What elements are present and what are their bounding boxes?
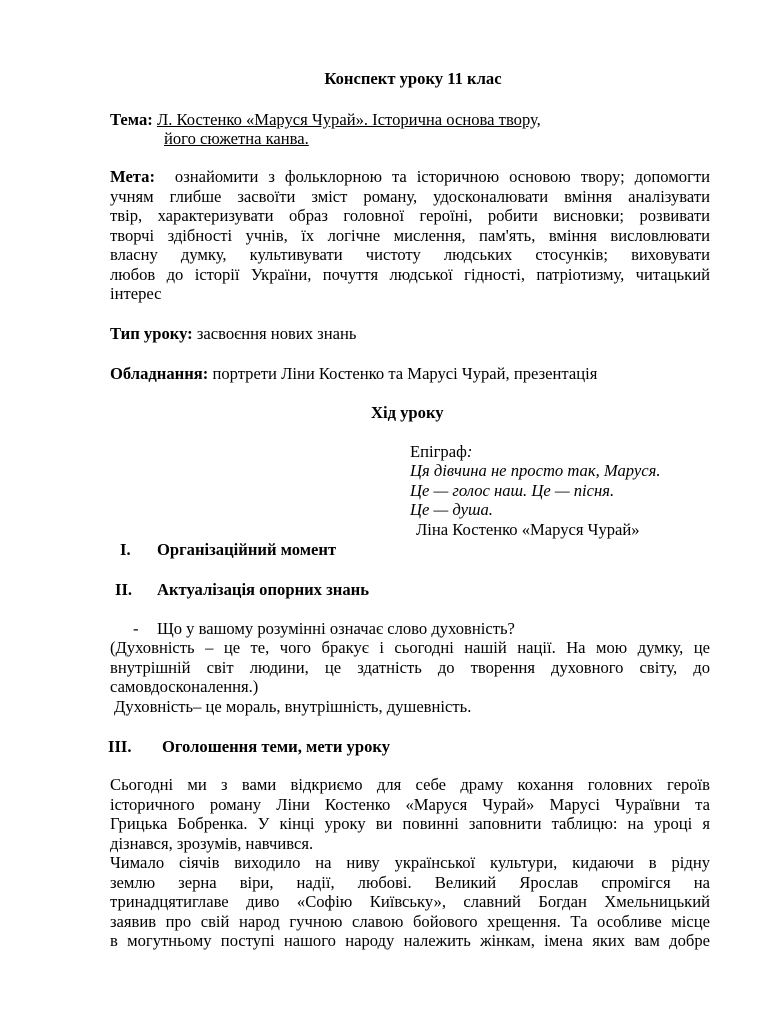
- section-title: Оголошення теми, мети уроку: [162, 737, 390, 756]
- section-title: Організаційний момент: [157, 540, 337, 559]
- paragraph-line: Сьогодні ми з вами відкриємо для себе драму кохання головних героїв: [110, 775, 710, 794]
- topic-line-2: його сюжетна канва.: [164, 129, 309, 148]
- goal-block: [110, 167, 710, 304]
- paragraph-line: Чимало сіячів виходило на ниву української культури, кидаючи в рідну: [110, 853, 710, 872]
- lesson-type-value: засвоєння нових знань: [196, 324, 357, 343]
- paragraph-main: [110, 853, 710, 951]
- paragraph-line: Грицька Бобренка. У кінці уроку ви повинні заповнити таблицю: на уроці я: [110, 814, 710, 833]
- equipment: [110, 364, 597, 384]
- goal-line: інтерес: [110, 284, 162, 303]
- course-heading: Хід уроку: [371, 403, 444, 422]
- goal-line: твір, характеризувати образ головної героїні, робити висновки; розвивати: [110, 206, 710, 225]
- section-number: II.: [115, 580, 133, 599]
- page-title: Конспект уроку 11 клас: [324, 69, 502, 88]
- definition: Духовність– це мораль, внутрішність, душевність.: [114, 697, 472, 716]
- section-number: III.: [108, 737, 132, 756]
- goal-label: Мета:: [110, 167, 155, 186]
- epigraph-label: Епіграф:: [410, 442, 473, 461]
- paragraph-line: в могутньому поступі нашого народу належить жінкам, імена яких вам добре: [110, 931, 710, 950]
- paragraph-line: землю зерна віри, надії, любові. Великий Ярослав спромігся на: [110, 872, 710, 892]
- section-title: Актуалізація опорних знань: [157, 580, 369, 599]
- topic-block: [110, 110, 541, 130]
- section-number: I.: [120, 540, 131, 559]
- goal-line: учням глибше засвоїти зміст роману, удосконалювати вміння аналізувати: [110, 186, 710, 206]
- topic-label: Тема:: [110, 110, 153, 129]
- epigraph-line: Ця дівчина не просто так, Маруся.: [410, 461, 661, 480]
- answer-line: внутрішній світ людини, це здатність до творення духовного світу, до: [110, 657, 710, 677]
- goal-line: творчі здібності учнів, їх логічне мислення, пам'ять, вміння висловлювати: [110, 225, 710, 245]
- answer-line: (Духовність – це те, чого бракує і сьогодні нашій нації. На мою думку, це: [110, 638, 710, 657]
- paragraph-line: дізнався, зрозумів, навчився.: [110, 833, 314, 853]
- epigraph-line: Це — душа.: [410, 500, 493, 519]
- equipment-label: Обладнання:: [110, 364, 209, 383]
- lesson-type: [110, 324, 356, 344]
- epigraph-attribution: Ліна Костенко «Маруся Чурай»: [416, 520, 640, 539]
- question-text: Що у вашому розумінні означає слово духовність?: [157, 619, 515, 638]
- goal-line: власну думку, культивувати чистоту людських стосунків; виховувати: [110, 245, 710, 264]
- answer-line: самовдосконалення.): [110, 677, 259, 696]
- goal-line: любов до історії України, почуття людської гідності, патріотизму, читацький: [110, 264, 710, 284]
- paragraph-line: історичного роману Ліни Костенко «Маруся Чурай» Марусі Чураївни та: [110, 794, 710, 814]
- paragraph-intro: [110, 775, 710, 853]
- paragraph-line: заявив про свій народ гучною славою бойового хрещення. Та особливе місце: [110, 911, 710, 931]
- goal-line: ознайомити з фольклорною та історичною основою твору; допомогти: [174, 167, 711, 186]
- epigraph-line: Це — голос наш. Це — пісня.: [410, 481, 615, 500]
- paragraph-line: тринадцятиглаве диво «Софію Київську», славний Богдан Хмельницький: [110, 892, 710, 911]
- question-answer: [110, 638, 710, 697]
- topic-line-1: Л. Костенко «Маруся Чурай». Історична основа твору,: [156, 110, 541, 129]
- lesson-type-label: Тип уроку:: [110, 324, 193, 343]
- question-bullet: -: [133, 619, 139, 638]
- equipment-value: портрети Ліни Костенко та Марусі Чурай, презентація: [212, 364, 598, 383]
